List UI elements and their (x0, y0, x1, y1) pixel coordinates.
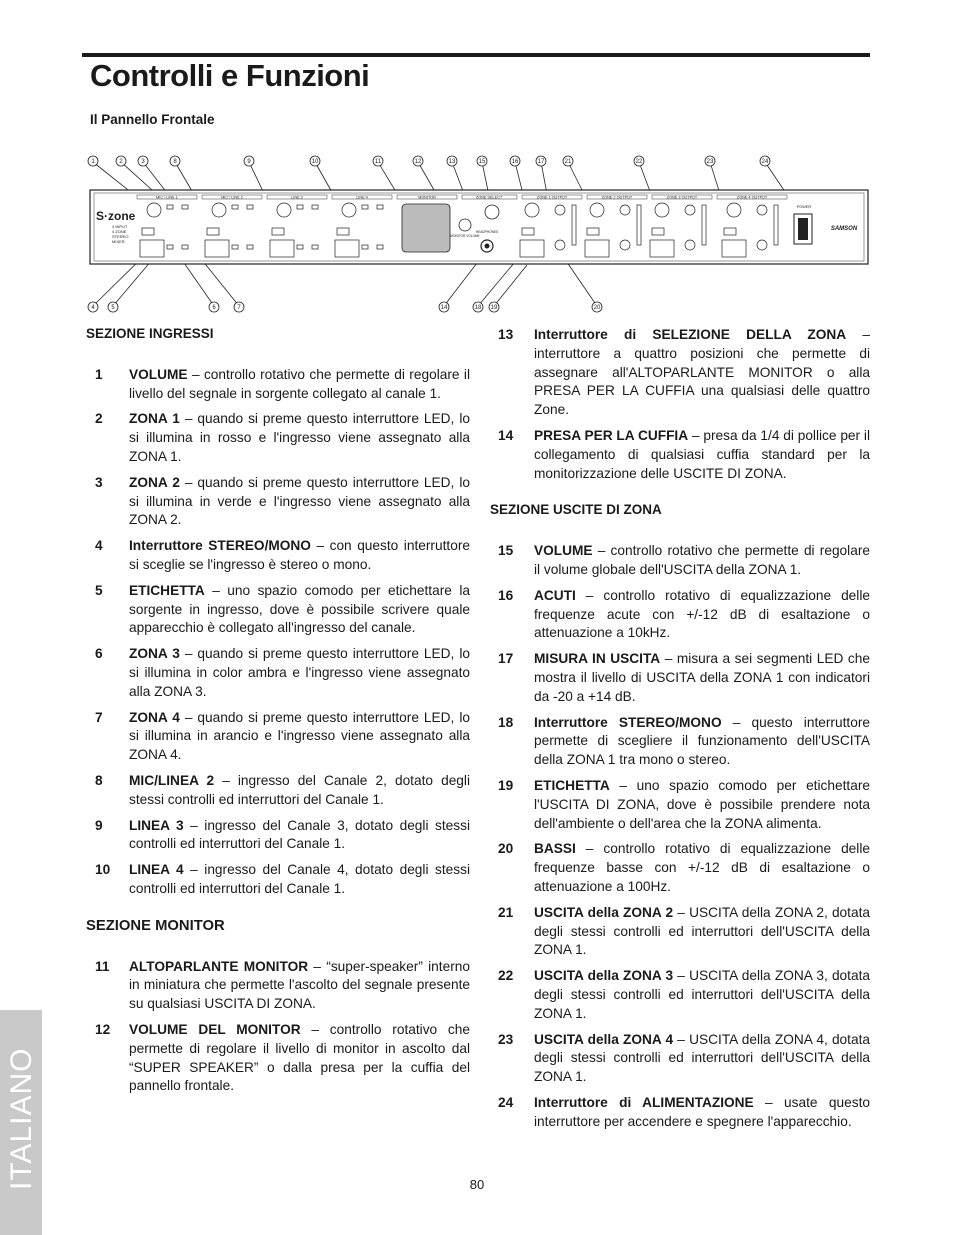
item-term: LINEA 3 (129, 817, 184, 833)
svg-text:21: 21 (564, 159, 572, 165)
section-heading-uscite: SEZIONE USCITE DI ZONA (490, 502, 662, 518)
item-number: 9 (95, 817, 103, 833)
list-item (490, 427, 870, 483)
callout-3 (138, 156, 148, 166)
item-term: ZONA 2 (129, 474, 180, 490)
svg-text:1: 1 (91, 159, 95, 165)
list-monitor-cont (490, 326, 870, 483)
item-number: 2 (95, 411, 103, 427)
svg-text:24: 24 (761, 159, 769, 165)
header-rule (82, 53, 870, 57)
callout-6 (209, 302, 219, 312)
item-term: VOLUME DEL MONITOR (129, 1021, 301, 1037)
section-label-1: MIC / LINE 1 (156, 195, 178, 200)
front-panel-diagram (82, 150, 872, 320)
item-term: PRESA PER LA CUFFIA (534, 427, 689, 443)
right-column (490, 326, 870, 1138)
item-term: BASSI (534, 841, 576, 857)
item-number: 11 (95, 958, 110, 974)
item-number: 22 (498, 968, 514, 984)
item-description: – interruttore a quattro posizioni che permette di assegnare all'ALTOPARLANTE MONITOR o alla PRESA PER LA CUFFIA una qualsiasi delle quattro Zone. (534, 327, 870, 418)
section-heading-monitor: SEZIONE MONITOR (86, 917, 225, 934)
page-title: Controlli e Funzioni (90, 58, 370, 93)
list-item (86, 645, 470, 701)
model-line-2: 4 ZONE (112, 229, 127, 234)
svg-text:18: 18 (474, 305, 482, 311)
list-item (490, 326, 870, 420)
callout-17 (536, 156, 546, 166)
section-label-5: MONITOR (418, 195, 436, 200)
list-item (490, 904, 870, 960)
item-number: 14 (498, 427, 514, 443)
item-term: Interruttore STEREO/MONO (129, 538, 311, 554)
monitor-volume-knob (459, 219, 471, 231)
callout-2 (116, 156, 126, 166)
item-number: 18 (498, 714, 514, 730)
section-label-10: ZONE 4 OUTPUT (736, 195, 768, 200)
list-item (490, 650, 870, 706)
item-term: ZONA 4 (129, 709, 180, 725)
item-description: – con questo interruttore si sceglie se l'ingresso è stereo o mono. (129, 538, 470, 572)
headphones-label: HEADPHONES (475, 230, 499, 234)
callout-7 (234, 302, 244, 312)
samson-logo: SAMSON (830, 226, 858, 232)
item-number: 15 (498, 543, 514, 559)
list-ingressi (86, 366, 470, 899)
section-label-6: ZONE SELECT (475, 195, 503, 200)
item-term: USCITA della ZONA 4 (534, 1031, 674, 1047)
item-number: 8 (95, 772, 103, 788)
list-item (490, 1094, 870, 1132)
language-tab-label: ITALIANO (5, 1047, 38, 1190)
callout-24 (760, 156, 770, 166)
item-term: MIC/LINEA 2 (129, 772, 215, 788)
list-item (86, 410, 470, 466)
item-description: – uno spazio comodo per etichettare l'USCITA DI ZONA, dove è possibile prendere nota dell'ambiente o dell'area che la ZONA alimenta. (534, 777, 870, 831)
list-item (86, 958, 470, 1014)
svg-text:20: 20 (593, 305, 601, 311)
item-description: – controllo rotativo di equalizzazione delle frequenze basse con +/-12 dB di esaltazione o attenuazione a 100Hz. (534, 841, 870, 894)
model-line-3: STEREO (112, 234, 129, 239)
item-number: 16 (498, 587, 514, 603)
section-label-8: ZONE 2 OUTPUT (601, 195, 633, 200)
callout-22 (634, 156, 644, 166)
item-number: 10 (95, 862, 111, 878)
callout-16 (510, 156, 520, 166)
item-description: – controllo rotativo di equalizzazione delle frequenze acute con +/-12 dB di esaltazione o attenuazione a 10kHz. (534, 587, 870, 641)
item-term: Interruttore STEREO/MONO (534, 714, 722, 730)
item-number: 6 (95, 646, 103, 662)
list-item (490, 587, 870, 643)
svg-text:23: 23 (706, 159, 714, 165)
item-number: 13 (498, 327, 514, 342)
callout-10 (310, 156, 320, 166)
model-line-1: 4 INPUT (112, 224, 128, 229)
svg-text:17: 17 (537, 159, 545, 165)
svg-text:3: 3 (141, 159, 145, 165)
item-number: 21 (498, 904, 514, 920)
item-description: – quando si preme questo interruttore LED, lo si illumina in verde e l'ingresso viene assegnato alla ZONA 2. (129, 474, 470, 528)
section-label-4: LINE 4 (356, 195, 368, 200)
item-description: – ingresso del Canale 2, dotato degli stessi controlli ed interruttori del Canale 1. (129, 772, 470, 807)
svg-text:15: 15 (478, 159, 486, 165)
item-description: – misura a sei segmenti LED che mostra il livello di USCITA della ZONA 1 con indicatori da -20 a +14 dB. (534, 651, 870, 704)
svg-text:22: 22 (635, 159, 643, 165)
page-number: 80 (469, 1177, 485, 1192)
item-number: 20 (498, 841, 514, 857)
monitor-volume-label: MONITOR VOLUME (450, 234, 480, 238)
callout-12 (413, 156, 423, 166)
callout-8 (170, 156, 180, 166)
item-description: – usate questo interruttore per accendere e spegnere l'apparecchio. (534, 1094, 870, 1129)
item-description: – presa da 1/4 di pollice per il collegamento di qualsiasi cuffia standard per la monitorizzazione delle USCITE DI ZONA. (534, 427, 870, 481)
item-description: – ingresso del Canale 3, dotato degli stessi controlli ed interruttori del Canale 1. (129, 817, 470, 852)
monitor-speaker-grille (402, 204, 450, 252)
callout-13 (447, 156, 457, 166)
list-monitor (86, 958, 470, 1097)
list-item (86, 366, 470, 404)
item-description: – controllo rotativo che permette di regolare il livello di monitor in ascolto dal “SUPER SPEAKER” o dalla presa per la cuffia del pannello frontale. (129, 1021, 470, 1094)
svg-text:14: 14 (440, 305, 448, 311)
item-term: MISURA IN USCITA (534, 651, 661, 667)
item-number: 24 (498, 1094, 514, 1110)
svg-text:10: 10 (311, 159, 319, 165)
list-item (86, 537, 470, 575)
list-item (490, 840, 870, 896)
item-description: – ingresso del Canale 4, dotato degli stessi controlli ed interruttori del Canale 1. (129, 862, 470, 896)
svg-text:16: 16 (511, 159, 519, 165)
item-description: – “super-speaker” interno in miniatura che permette l'ascolto del segnale presente su qualsiasi USCITA DI ZONA. (129, 958, 470, 1012)
item-description: – controllo rotativo che permette di regolare il volume globale dell'USCITA della ZONA 1. (534, 543, 870, 577)
item-number: 23 (498, 1031, 514, 1047)
item-number: 12 (95, 1021, 111, 1037)
list-item (86, 1021, 470, 1096)
item-term: ETICHETTA (534, 777, 610, 793)
list-item (86, 709, 470, 765)
item-number: 17 (498, 651, 514, 667)
svg-text:12: 12 (414, 159, 422, 165)
callout-9 (244, 156, 254, 166)
item-description: – questo interruttore permette di scegliere il funzionamento dell'USCITA della ZONA 1 tra mono o stereo. (534, 714, 870, 768)
svg-text:11: 11 (374, 159, 382, 165)
callout-5 (108, 302, 118, 312)
callout-14 (439, 302, 449, 312)
item-description: – USCITA della ZONA 2, dotata degli stessi controlli ed interruttori dell'USCITA della ZONA 1. (534, 904, 870, 958)
list-item (490, 1031, 870, 1087)
list-item (490, 542, 870, 580)
svg-text:19: 19 (490, 305, 498, 311)
item-number: 4 (95, 538, 103, 554)
svg-text:6: 6 (212, 305, 216, 311)
model-line-4: MIXER (112, 239, 125, 244)
item-term: USCITA della ZONA 2 (534, 904, 674, 920)
item-term: ETICHETTA (129, 582, 205, 598)
callout-11 (373, 156, 383, 166)
zone-select-knob (485, 205, 499, 219)
svg-text:13: 13 (448, 159, 456, 165)
item-term: USCITA della ZONA 3 (534, 968, 674, 984)
item-term: Interruttore di ALIMENTAZIONE (534, 1094, 754, 1110)
item-description: – uno spazio comodo per etichettare la sorgente in ingresso, dove è possibile scrivere quale apparecchio è collegato all'ingresso del canale. (129, 582, 470, 636)
item-term: ZONA 1 (129, 411, 180, 427)
list-item (490, 967, 870, 1023)
callout-20 (592, 302, 602, 312)
left-column (86, 325, 470, 1103)
item-number: 19 (498, 777, 514, 793)
list-item (86, 772, 470, 810)
svg-text:2: 2 (119, 159, 123, 165)
svg-text:8: 8 (173, 159, 177, 165)
item-number: 1 (95, 366, 103, 382)
item-number: 5 (95, 582, 103, 598)
list-item (86, 582, 470, 638)
callout-1 (88, 156, 98, 166)
power-label: POWER (796, 205, 812, 209)
item-number: 3 (95, 474, 103, 490)
item-term: ALTOPARLANTE MONITOR (129, 958, 309, 974)
section-label-3: LINE 3 (291, 195, 303, 200)
list-item (490, 777, 870, 833)
callout-19 (489, 302, 499, 312)
callout-23 (705, 156, 715, 166)
item-term: ZONA 3 (129, 646, 180, 662)
list-item (86, 817, 470, 855)
svg-text:7: 7 (237, 305, 241, 311)
svg-text:9: 9 (247, 159, 251, 165)
list-item (86, 474, 470, 530)
item-term: VOLUME (129, 366, 188, 382)
list-item (86, 861, 470, 899)
figure-subtitle: Il Pannello Frontale (90, 112, 215, 127)
item-description: – quando si preme questo interruttore LED, lo si illumina in arancio e l'ingresso viene assegnato alla ZONA 4. (129, 709, 470, 763)
item-description: – USCITA della ZONA 3, dotata degli stessi controlli ed interruttori dell'USCITA della ZONA 1. (534, 968, 870, 1021)
item-description: – USCITA della ZONA 4, dotata degli stessi controlli ed interruttori dell'USCITA della ZONA 1. (534, 1031, 870, 1085)
item-term: Interruttore di SELEZIONE DELLA ZONA (534, 327, 847, 342)
item-description: – controllo rotativo che permette di regolare il livello del segnale in sorgente collegato al canale 1. (129, 366, 470, 401)
item-description: – quando si preme questo interruttore LED, lo si illumina in rosso e l'ingresso viene assegnato alla ZONA 1. (129, 411, 470, 464)
brand-logo: S·zone (96, 209, 136, 223)
callout-18 (473, 302, 483, 312)
section-heading-ingressi: SEZIONE INGRESSI (86, 326, 214, 341)
svg-text:4: 4 (91, 305, 95, 311)
callout-21 (563, 156, 573, 166)
svg-text:5: 5 (111, 305, 115, 311)
callout-15 (477, 156, 487, 166)
section-label-7: ZONE 1 OUTPUT (536, 195, 568, 200)
item-term: ACUTI (534, 587, 576, 603)
section-label-9: ZONE 3 OUTPUT (666, 195, 698, 200)
item-number: 7 (95, 709, 103, 725)
item-term: LINEA 4 (129, 862, 184, 878)
list-uscite (490, 542, 870, 1131)
list-item (490, 714, 870, 770)
item-term: VOLUME (534, 543, 593, 559)
callout-4 (88, 302, 98, 312)
item-description: – quando si preme questo interruttore LED, lo si illumina in color ambra e l'ingresso viene assegnato alla ZONA 3. (129, 646, 470, 699)
section-label-2: MIC / LINE 2 (221, 195, 243, 200)
